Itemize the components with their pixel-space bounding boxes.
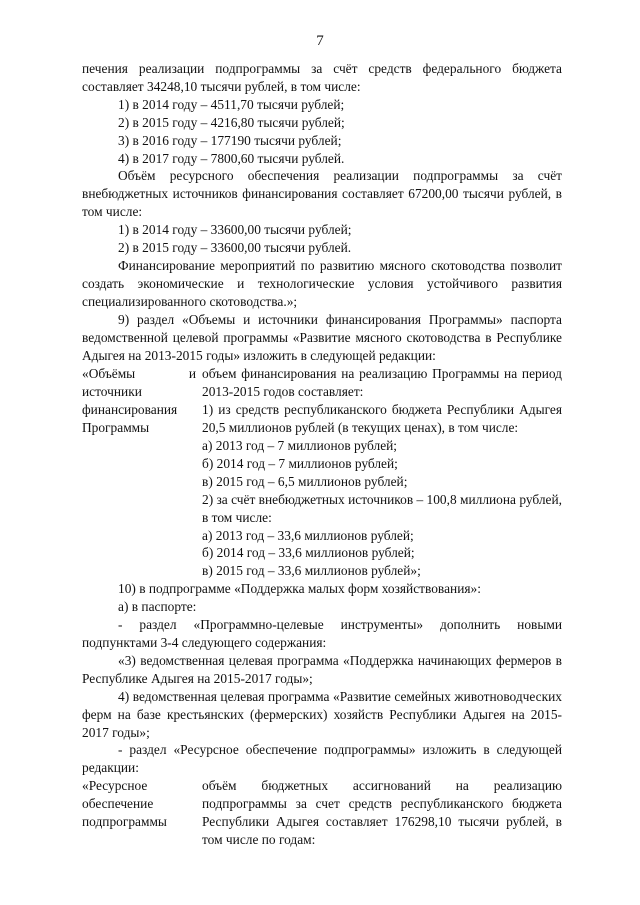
paragraph: 10) в подпрограмме «Поддержка малых форм хозяйствования»: (118, 581, 481, 597)
paragraph: «3) ведомственная целевая программа «Поддержка начинающих фермеров в Республике Адыгея на 2015-2017 годы»; (82, 652, 562, 686)
paragraph: 9) раздел «Объемы и источники финансирования Программы» паспорта ведомственной целевой программы «Развитие мясного скотоводства в Республике Адыгея на 2013-2015 годы» изложить в следующей редакции: (82, 311, 562, 363)
paragraph: - раздел «Программно-целевые инструменты» дополнить новыми подпунктами 3-4 следующего содержания: (82, 617, 562, 650)
paragraph: 2) в 2015 году – 33600,00 тысячи рублей. (118, 240, 352, 256)
table-1-label-cell (82, 365, 202, 580)
paragraph: 1) в 2014 году – 33600,00 тысячи рублей; (118, 222, 352, 238)
paragraph: 2) в 2015 году – 4216,80 тысячи рублей; (118, 114, 345, 130)
paragraph: - раздел «Ресурсное обеспечение подпрограммы» изложить в следующей редакции: (82, 742, 562, 776)
paragraph: 3) в 2016 году – 177190 тысячи рублей; (118, 132, 342, 148)
paragraph: Финансирование мероприятий по развитию мясного скотоводства позволит создать экономические и технологические условия устойчивого развития специализированного скотоводства.»; (82, 257, 562, 309)
paragraph: 1) из средств республиканского бюджета Республики Адыгея 20,5 миллионов рублей (в текущих ценах), в том числе: (202, 402, 562, 436)
table-1-content-cell (202, 365, 562, 580)
paragraph: в) 2015 год – 6,5 миллионов рублей; (202, 473, 408, 489)
paragraph: б) 2014 год – 33,6 миллионов рублей; (202, 545, 415, 561)
document-body (82, 60, 562, 849)
page-number: 7 (316, 33, 324, 49)
table-2-label-line: «Ресурсное (82, 778, 148, 794)
table-2-label-line: подпрограммы (82, 814, 167, 830)
paragraph: печения реализации подпрограммы за счёт средств федерального бюджета составляет 34248,10 тысячи рублей, в том числе: (82, 61, 562, 94)
paragraph: а) 2013 год – 7 миллионов рублей; (202, 438, 398, 454)
table-2-text: объём бюджетных ассигнований на реализацию подпрограммы за счет средств республиканского бюджета Республики Адыгея составляет 176298,10 тысячи рублей, в том числе по годам: (202, 778, 562, 847)
table-2-content-cell (202, 777, 562, 849)
table-2-label-line: обеспечение (82, 796, 154, 812)
table-1-label: «Объёмы и источники финансирования Программы (82, 366, 196, 436)
paragraph: в) 2015 год – 33,6 миллионов рублей»; (202, 563, 421, 579)
paragraph: а) в паспорте: (118, 599, 197, 615)
paragraph: 4) в 2017 году – 7800,60 тысячи рублей. (118, 150, 345, 166)
middle-section (82, 580, 562, 777)
paragraph: 2) за счёт внебюджетных источников – 100,8 миллиона рублей, в том числе: (202, 491, 562, 525)
paragraph: а) 2013 год – 33,6 миллионов рублей; (202, 527, 414, 543)
financing-table-2 (82, 777, 562, 849)
top-section (82, 60, 562, 364)
paragraph: б) 2014 год – 7 миллионов рублей; (202, 455, 398, 471)
table-2-label-cell (82, 777, 202, 849)
financing-table-1 (82, 365, 562, 580)
paragraph: объем финансирования на реализацию Программы на период 2013-2015 годов составляет: (202, 366, 562, 400)
paragraph: 1) в 2014 году – 4511,70 тысячи рублей; (118, 96, 345, 112)
paragraph: 4) ведомственная целевая программа «Развитие семейных животноводческих ферм на базе крестьянских (фермерских) хозяйств Республики Адыгея на 2015-2017 годы»; (82, 688, 562, 740)
paragraph: Объём ресурсного обеспечения реализации подпрограммы за счёт внебюджетных источников финансирования составляет 67200,00 тысячи рублей, в том числе: (82, 168, 562, 220)
